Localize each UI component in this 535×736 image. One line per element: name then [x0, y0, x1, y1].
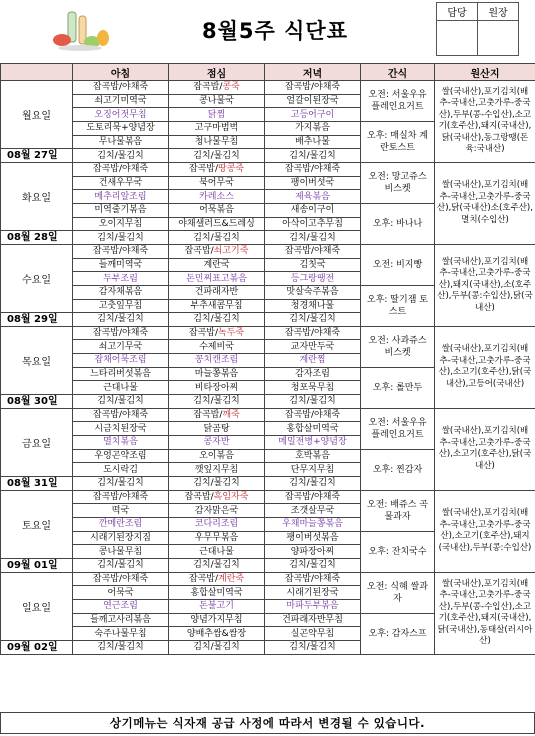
breakfast-item: 시금치된장국	[73, 422, 169, 436]
table-row	[1, 244, 535, 258]
lunch-item: 카레소스	[169, 190, 265, 204]
lunch-item: 야채샐러드&드레싱	[169, 217, 265, 231]
lunch-item: 돈민찌표고볶음	[169, 272, 265, 286]
lunch-item	[169, 572, 265, 586]
breakfast-item: 김치/물김치	[73, 477, 169, 491]
dinner-item: 김치/물김치	[265, 231, 361, 245]
approval-label-staff: 담당	[437, 3, 478, 21]
header-day	[1, 64, 73, 81]
table-row	[1, 162, 535, 176]
breakfast-item: 느타리버섯볶음	[73, 367, 169, 381]
dinner-item: 김치/물김치	[265, 558, 361, 572]
breakfast-item: 쇠고기미역국	[73, 94, 169, 108]
breakfast-item: 잡곡밥/야채죽	[73, 572, 169, 586]
lunch-item: 김치/물김치	[169, 149, 265, 163]
date-label: 08월 27일	[1, 149, 73, 163]
snack-morning: 오전: 서울우유 플레인요거트	[361, 81, 435, 122]
lunch-item: 김치/물김치	[169, 313, 265, 327]
dinner-item: 건파래자반무침	[265, 613, 361, 627]
dinner-item: 교자만두국	[265, 340, 361, 354]
lunch-item: 깻잎지무침	[169, 463, 265, 477]
dinner-item: 팽이버섯국	[265, 176, 361, 190]
breakfast-item: 시래기된장지짐	[73, 531, 169, 545]
dinner-item: 청포묵무침	[265, 381, 361, 395]
origin-info: 쌀(국내산),포기김치(배추-국내산,고춧가루-중국산),두부(콩-수입산),소고기(호주산),돼지(국내산),닭(국내산),동그랑땡(돈육:국내산)	[435, 81, 535, 163]
dinner-item: 시래기된장국	[265, 586, 361, 600]
lunch-item	[169, 326, 265, 340]
menu-text: 잡곡밥/	[188, 328, 219, 339]
day-label: 목요일	[1, 326, 73, 394]
dinner-item: 메밀전병+양념장	[265, 436, 361, 450]
lunch-item: 부추새콤무침	[169, 299, 265, 313]
dinner-item: 양파장아찌	[265, 545, 361, 559]
porridge-highlight: 콩죽	[222, 82, 240, 93]
breakfast-item: 들깨미역국	[73, 258, 169, 272]
dinner-item: 새송이구이	[265, 203, 361, 217]
lunch-item	[169, 81, 265, 95]
breakfast-item: 잡곡밥/야채죽	[73, 162, 169, 176]
date-label: 08월 31일	[1, 477, 73, 491]
lunch-item: 콩자반	[169, 436, 265, 450]
menu-text: 잡곡밥/	[184, 246, 214, 257]
snack-afternoon: 오후: 롤만두	[361, 367, 435, 408]
footer-notice: 상기메뉴는 식자재 공급 사정에 따라서 변경될 수 있습니다.	[0, 712, 535, 734]
breakfast-item: 숙주나물무침	[73, 627, 169, 641]
breakfast-item: 김치/물김치	[73, 149, 169, 163]
lunch-item: 북어무국	[169, 176, 265, 190]
menu-table	[0, 63, 535, 655]
porridge-highlight: 흑임자죽	[213, 492, 249, 503]
lunch-item	[169, 162, 265, 176]
dinner-item: 김치/물김치	[265, 640, 361, 654]
approval-label-director: 원장	[478, 3, 519, 21]
lunch-item: 홍합살미역국	[169, 586, 265, 600]
dinner-item: 가지볶음	[265, 121, 361, 135]
origin-info: 쌀(국내산),포기김치(배추-국내산,고춧가루-중국산),두부(콩-수입산),소고기(호주산),돼지(국내산),닭(국내산),동태살(러시아산)	[435, 572, 535, 654]
table-row	[1, 490, 535, 504]
lunch-item: 수제비국	[169, 340, 265, 354]
lunch-item: 계란국	[169, 258, 265, 272]
menu-text: 잡곡밥/	[188, 573, 219, 584]
breakfast-item: 잡곡밥/야채죽	[73, 326, 169, 340]
snack-afternoon: 오후: 매실차 계란토스트	[361, 121, 435, 162]
vegetables-illustration-icon	[50, 8, 116, 52]
breakfast-item: 들깨고사리볶음	[73, 613, 169, 627]
dinner-item: 팽이버섯볶음	[265, 531, 361, 545]
dinner-item: 홍합살미역국	[265, 422, 361, 436]
dinner-item: 잡곡밥/야채죽	[265, 572, 361, 586]
origin-info: 쌀(국내산),포기김치(배추-국내산,고춧가루-중국산),소고기(호주산),닭(국내산),고등어(국내산)	[435, 326, 535, 408]
dinner-item: 청경채나물	[265, 299, 361, 313]
lunch-item: 김치/물김치	[169, 477, 265, 491]
approval-sign-director	[478, 21, 519, 56]
breakfast-item: 연근조림	[73, 599, 169, 613]
day-label: 화요일	[1, 162, 73, 230]
lunch-item	[169, 244, 265, 258]
day-label: 일요일	[1, 572, 73, 640]
porridge-highlight: 쇠고기죽	[213, 246, 249, 257]
lunch-item: 오이볶음	[169, 449, 265, 463]
lunch-item: 청나물무침	[169, 135, 265, 149]
lunch-item: 감자맑은국	[169, 504, 265, 518]
breakfast-item: 잡채어묵조림	[73, 354, 169, 368]
breakfast-item: 고춧잎무침	[73, 299, 169, 313]
dinner-item: 김치/물김치	[265, 477, 361, 491]
origin-info: 쌀(국내산),포기김치(배추-국내산,고춧가루-중국산),소고기(호주산),닭(국내산)	[435, 408, 535, 490]
breakfast-item: 오이지무침	[73, 217, 169, 231]
dinner-item: 잡곡밥/야채죽	[265, 408, 361, 422]
dinner-item: 우채마늘쫑볶음	[265, 518, 361, 532]
breakfast-item: 건새우무국	[73, 176, 169, 190]
lunch-item	[169, 408, 265, 422]
header-area	[0, 0, 535, 63]
lunch-item: 코다리조림	[169, 518, 265, 532]
breakfast-item: 멸치볶음	[73, 436, 169, 450]
lunch-item: 어묵볶음	[169, 203, 265, 217]
breakfast-item: 떡국	[73, 504, 169, 518]
dinner-item: 얼갈이된장국	[265, 94, 361, 108]
date-label: 08월 28일	[1, 231, 73, 245]
breakfast-item: 두부조림	[73, 272, 169, 286]
breakfast-item: 어묵국	[73, 586, 169, 600]
table-row	[1, 81, 535, 95]
day-label: 금요일	[1, 408, 73, 476]
dinner-item: 김칫국	[265, 258, 361, 272]
breakfast-item: 감자채볶음	[73, 285, 169, 299]
lunch-item: 김치/물김치	[169, 231, 265, 245]
dinner-item: 실곤약무침	[265, 627, 361, 641]
breakfast-item: 잡곡밥/야채죽	[73, 408, 169, 422]
table-header-row	[1, 64, 535, 81]
lunch-item: 비타장아찌	[169, 381, 265, 395]
lunch-item: 양배추쌈&쌈장	[169, 627, 265, 641]
lunch-item: 양념가지무침	[169, 613, 265, 627]
breakfast-item: 무나물볶음	[73, 135, 169, 149]
dinner-item: 맛살숙주볶음	[265, 285, 361, 299]
header-lunch: 점심	[169, 64, 265, 81]
breakfast-item: 깐메란조림	[73, 518, 169, 532]
snack-morning: 오전: 배쥬스 곡물과자	[361, 490, 435, 531]
snack-morning: 오전: 서울우유 플레인요거트	[361, 408, 435, 449]
dinner-item: 마파두부볶음	[265, 599, 361, 613]
table-row	[1, 326, 535, 340]
dinner-item: 제육볶음	[265, 190, 361, 204]
dinner-item: 조갯살무국	[265, 504, 361, 518]
porridge-highlight: 깨죽	[222, 410, 240, 421]
page-title: 8월5주 식단표	[202, 19, 348, 43]
porridge-highlight: 녹두죽	[218, 328, 245, 339]
dinner-item: 잡곡밥/야채죽	[265, 81, 361, 95]
breakfast-item: 잡곡밥/야채죽	[73, 244, 169, 258]
breakfast-item: 오징어젓무침	[73, 108, 169, 122]
porridge-highlight: 땅콩죽	[218, 164, 245, 175]
breakfast-item: 잡곡밥/야채죽	[73, 81, 169, 95]
breakfast-item: 김치/물김치	[73, 558, 169, 572]
snack-afternoon: 오후: 바나나	[361, 203, 435, 244]
lunch-item: 콩나물국	[169, 94, 265, 108]
header-origin: 원산지	[435, 64, 535, 81]
menu-text: 잡곡밥/	[193, 82, 223, 93]
snack-afternoon: 오후: 찐감자	[361, 449, 435, 490]
lunch-item: 우무무볶음	[169, 531, 265, 545]
snack-morning: 오전: 비지빵	[361, 244, 435, 285]
dinner-item: 잡곡밥/야채죽	[265, 244, 361, 258]
breakfast-item: 미역줄기볶음	[73, 203, 169, 217]
lunch-item: 마늘쫑볶음	[169, 367, 265, 381]
breakfast-item: 잡곡밥/야채죽	[73, 490, 169, 504]
breakfast-item: 김치/물김치	[73, 231, 169, 245]
breakfast-item: 우엉곤약조림	[73, 449, 169, 463]
date-label: 08월 30일	[1, 395, 73, 409]
porridge-highlight: 계란죽	[218, 573, 245, 584]
lunch-item: 김치/물김치	[169, 640, 265, 654]
breakfast-item: 도토리묵+양념장	[73, 121, 169, 135]
header-breakfast: 아침	[73, 64, 169, 81]
snack-afternoon: 오후: 잔치국수	[361, 531, 435, 572]
dinner-item: 배추나물	[265, 135, 361, 149]
header-dinner: 저녁	[265, 64, 361, 81]
day-label: 토요일	[1, 490, 73, 558]
dinner-item: 김치/물김치	[265, 149, 361, 163]
dinner-item: 김치/물김치	[265, 313, 361, 327]
menu-text: 잡곡밥/	[193, 410, 223, 421]
table-row	[1, 572, 535, 586]
breakfast-item: 콩나물무침	[73, 545, 169, 559]
snack-morning: 오전: 망고쥬스 비스켓	[361, 162, 435, 203]
date-label: 08월 29일	[1, 313, 73, 327]
dinner-item: 계란찜	[265, 354, 361, 368]
menu-text: 잡곡밥/	[184, 492, 214, 503]
origin-info: 쌀(국내산),포기김치(배추-국내산,고춧가루-중국산),돼지(국내산),소(호주산),두부(콩:수입산),닭(국내산)	[435, 244, 535, 326]
lunch-item: 닭곰탕	[169, 422, 265, 436]
dinner-item: 호박볶음	[265, 449, 361, 463]
breakfast-item: 근대나물	[73, 381, 169, 395]
breakfast-item: 도시락김	[73, 463, 169, 477]
breakfast-item: 김치/물김치	[73, 395, 169, 409]
breakfast-item: 김치/물김치	[73, 640, 169, 654]
header-snack: 간식	[361, 64, 435, 81]
lunch-item: 꽁치캔조림	[169, 354, 265, 368]
date-label: 09월 02일	[1, 640, 73, 654]
snack-afternoon: 오후: 딸기잼 토스트	[361, 285, 435, 326]
origin-info: 쌀(국내산),포기김치(배추-국내산,고춧가루-중국산),닭(국내산)소(호주산),멸치(수입산)	[435, 162, 535, 244]
dinner-item: 잡곡밥/야채죽	[265, 162, 361, 176]
snack-morning: 오전: 식혜 쌀과자	[361, 572, 435, 613]
approval-box	[436, 2, 519, 56]
lunch-item: 근대나물	[169, 545, 265, 559]
dinner-item: 잡곡밥/야채죽	[265, 490, 361, 504]
dinner-item: 잡곡밥/야채죽	[265, 326, 361, 340]
breakfast-item: 메추리알조림	[73, 190, 169, 204]
dinner-item: 김치/물김치	[265, 395, 361, 409]
lunch-item	[169, 490, 265, 504]
breakfast-item: 김치/물김치	[73, 313, 169, 327]
lunch-item: 돈불고기	[169, 599, 265, 613]
lunch-item: 닭찜	[169, 108, 265, 122]
snack-afternoon: 오후: 감자스프	[361, 613, 435, 654]
snack-morning: 오전: 사과쥬스 비스켓	[361, 326, 435, 367]
origin-info: 쌀(국내산),포기김치(배추-국내산,고춧가루-중국산),소고기(호주산),돼지(국내산),두부(콩:수입산)	[435, 490, 535, 572]
approval-sign-staff	[437, 21, 478, 56]
breakfast-item: 쇠고기무국	[73, 340, 169, 354]
lunch-item: 고구마범벅	[169, 121, 265, 135]
dinner-item: 고등어구이	[265, 108, 361, 122]
day-label: 월요일	[1, 81, 73, 149]
date-label: 09월 01일	[1, 558, 73, 572]
dinner-item: 감자조림	[265, 367, 361, 381]
day-label: 수요일	[1, 244, 73, 312]
lunch-item: 건파래자반	[169, 285, 265, 299]
menu-text: 잡곡밥/	[188, 164, 219, 175]
dinner-item: 단무지무침	[265, 463, 361, 477]
dinner-item: 아삭이고추무침	[265, 217, 361, 231]
lunch-item: 김치/물김치	[169, 395, 265, 409]
table-row	[1, 408, 535, 422]
lunch-item: 김치/물김치	[169, 558, 265, 572]
dinner-item: 등그랑땡전	[265, 272, 361, 286]
